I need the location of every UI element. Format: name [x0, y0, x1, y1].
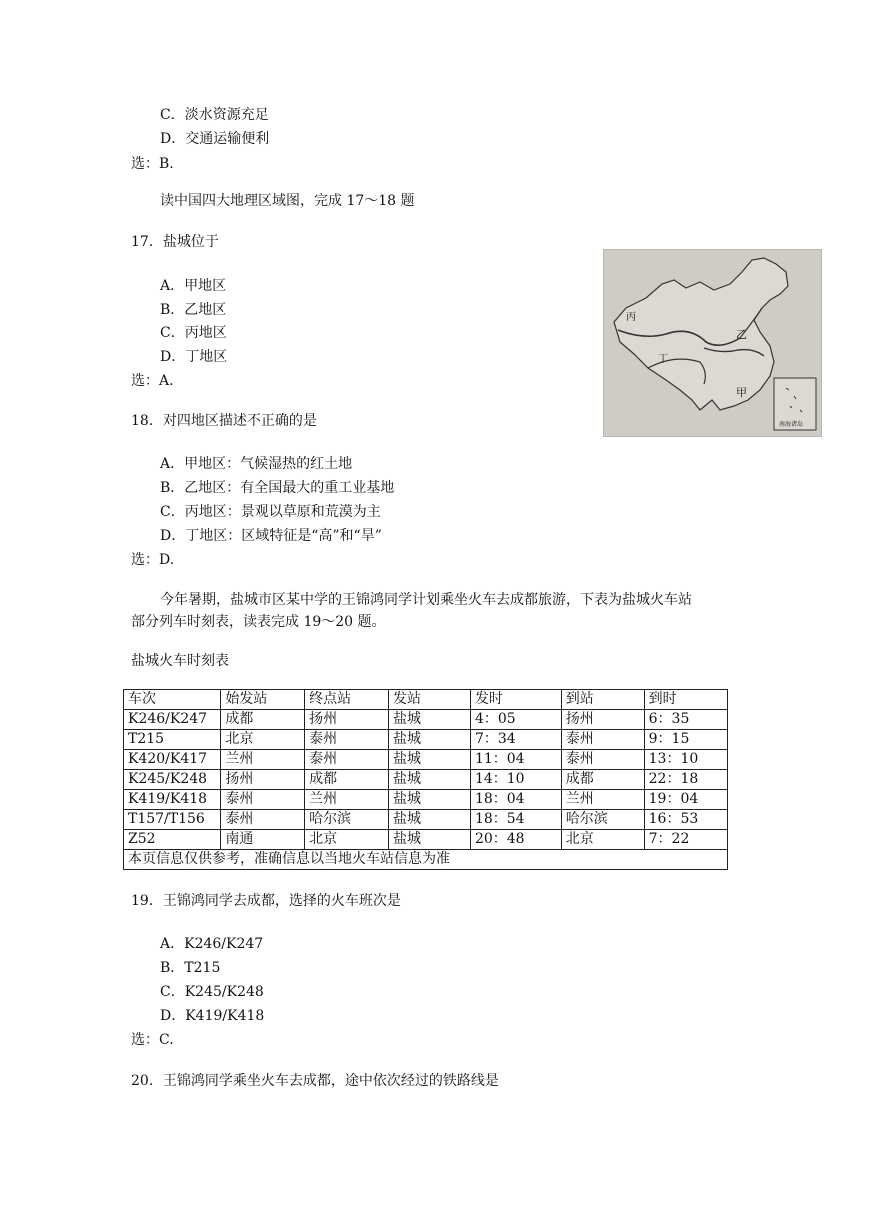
train-timetable — [123, 689, 728, 870]
q19-option-a: A．K246/K247 — [160, 936, 264, 952]
table-cell: 北京 — [305, 830, 389, 850]
table-row — [124, 770, 728, 790]
table-cell: T215 — [124, 730, 221, 750]
table-cell: 18：54 — [470, 810, 561, 830]
table-cell: 盐城 — [388, 810, 470, 830]
q19-answer: 选：C. — [131, 1032, 174, 1048]
q17-answer: 选：A. — [131, 373, 174, 389]
table-cell: 泰州 — [561, 730, 644, 750]
table-note: 本页信息仅供参考，准确信息以当地火车站信息为准 — [124, 850, 728, 870]
table-cell: 19：04 — [644, 790, 727, 810]
q18-option-c: C．丙地区：景观以草原和荒漠为主 — [160, 504, 381, 520]
table-cell: K245/K248 — [124, 770, 221, 790]
map-label-ding: 丁 — [658, 354, 668, 365]
table-cell: K420/K417 — [124, 750, 221, 770]
table-row — [124, 830, 728, 850]
q17-option-c: C．丙地区 — [160, 325, 227, 341]
table-cell: 成都 — [561, 770, 644, 790]
q18-stem: 18．对四地区描述不正确的是 — [131, 413, 317, 429]
header-cell: 到时 — [644, 690, 727, 710]
table-cell: 盐城 — [388, 750, 470, 770]
table-row — [124, 790, 728, 810]
table-cell: 18：04 — [470, 790, 561, 810]
q16-answer: 选：B. — [131, 156, 174, 172]
map-label-yi: 乙 — [736, 328, 747, 341]
table-cell: 兰州 — [221, 750, 305, 770]
table-cell: 16：53 — [644, 810, 727, 830]
table-cell: 20：48 — [470, 830, 561, 850]
intro-17-18: 读中国四大地理区域图，完成 17～18 题 — [160, 193, 415, 209]
table-cell: 9：15 — [644, 730, 727, 750]
table-cell: 泰州 — [221, 810, 305, 830]
q17-option-a: A．甲地区 — [160, 278, 227, 294]
timetable-title: 盐城火车时刻表 — [131, 653, 229, 669]
table-cell: 14：10 — [470, 770, 561, 790]
table-cell: 盐城 — [388, 830, 470, 850]
table-cell: 盐城 — [388, 770, 470, 790]
header-cell: 终点站 — [305, 690, 389, 710]
header-cell: 发站 — [388, 690, 470, 710]
q17-stem: 17．盐城位于 — [131, 234, 219, 250]
table-cell: 哈尔滨 — [305, 810, 389, 830]
q19-option-c: C．K245/K248 — [160, 984, 264, 1000]
china-regions-map — [603, 249, 822, 437]
table-row — [124, 730, 728, 750]
table-cell: 北京 — [221, 730, 305, 750]
table-cell: 成都 — [221, 710, 305, 730]
table-cell: 扬州 — [305, 710, 389, 730]
table-header-row — [124, 690, 728, 710]
table-cell: 盐城 — [388, 790, 470, 810]
table-row — [124, 710, 728, 730]
header-cell: 始发站 — [221, 690, 305, 710]
table-cell: 成都 — [305, 770, 389, 790]
table-cell: 兰州 — [561, 790, 644, 810]
table-cell: 泰州 — [305, 730, 389, 750]
map-label-bing: 丙 — [626, 312, 636, 323]
table-cell: T157/T156 — [124, 810, 221, 830]
table-cell: 7：34 — [470, 730, 561, 750]
china-outline — [614, 258, 788, 410]
q20-stem: 20．王锦鸿同学乘坐火车去成都，途中依次经过的铁路线是 — [131, 1073, 499, 1089]
q16-option-c: C．淡水资源充足 — [160, 107, 269, 123]
table-cell: 22：18 — [644, 770, 727, 790]
table-cell: 泰州 — [561, 750, 644, 770]
table-cell: 哈尔滨 — [561, 810, 644, 830]
table-cell: 7：22 — [644, 830, 727, 850]
table-cell: 南通 — [221, 830, 305, 850]
q17-option-d: D．丁地区 — [160, 349, 228, 365]
header-cell: 到站 — [561, 690, 644, 710]
q17-option-b: B．乙地区 — [160, 302, 227, 318]
header-cell: 车次 — [124, 690, 221, 710]
q19-option-d: D．K419/K418 — [160, 1008, 265, 1024]
table-cell: 扬州 — [561, 710, 644, 730]
table-cell: 6：35 — [644, 710, 727, 730]
table-cell: K246/K247 — [124, 710, 221, 730]
intro-19-20-line1: 今年暑期，盐城市区某中学的王锦鸿同学计划乘坐火车去成都旅游，下表为盐城火车站 — [160, 592, 692, 608]
q19-option-b: B．T215 — [160, 960, 221, 976]
q19-stem: 19．王锦鸿同学去成都，选择的火车班次是 — [131, 893, 401, 909]
intro-19-20-line2: 部分列车时刻表，读表完成 19～20 题。 — [131, 614, 386, 630]
header-cell: 发时 — [470, 690, 561, 710]
q16-option-d: D．交通运输便利 — [160, 131, 270, 147]
q18-answer: 选：D. — [131, 552, 175, 568]
table-cell: 4：05 — [470, 710, 561, 730]
table-cell: K419/K418 — [124, 790, 221, 810]
table-note-row — [124, 850, 728, 870]
table-cell: 扬州 — [221, 770, 305, 790]
table-row — [124, 810, 728, 830]
table-cell: 兰州 — [305, 790, 389, 810]
table-cell: 盐城 — [388, 730, 470, 750]
table-cell: 13：10 — [644, 750, 727, 770]
map-label-jia: 甲 — [736, 386, 747, 399]
q18-option-d: D．丁地区：区域特征是“高”和“旱” — [160, 528, 382, 544]
inset-caption: 南海诸岛 — [779, 421, 804, 428]
table-row — [124, 750, 728, 770]
q18-option-a: A．甲地区：气候湿热的红土地 — [160, 456, 353, 472]
table-cell: 泰州 — [305, 750, 389, 770]
q18-option-b: B．乙地区：有全国最大的重工业基地 — [160, 480, 395, 496]
table-cell: 盐城 — [388, 710, 470, 730]
table-cell: Z52 — [124, 830, 221, 850]
table-cell: 11：04 — [470, 750, 561, 770]
table-cell: 泰州 — [221, 790, 305, 810]
table-cell: 北京 — [561, 830, 644, 850]
